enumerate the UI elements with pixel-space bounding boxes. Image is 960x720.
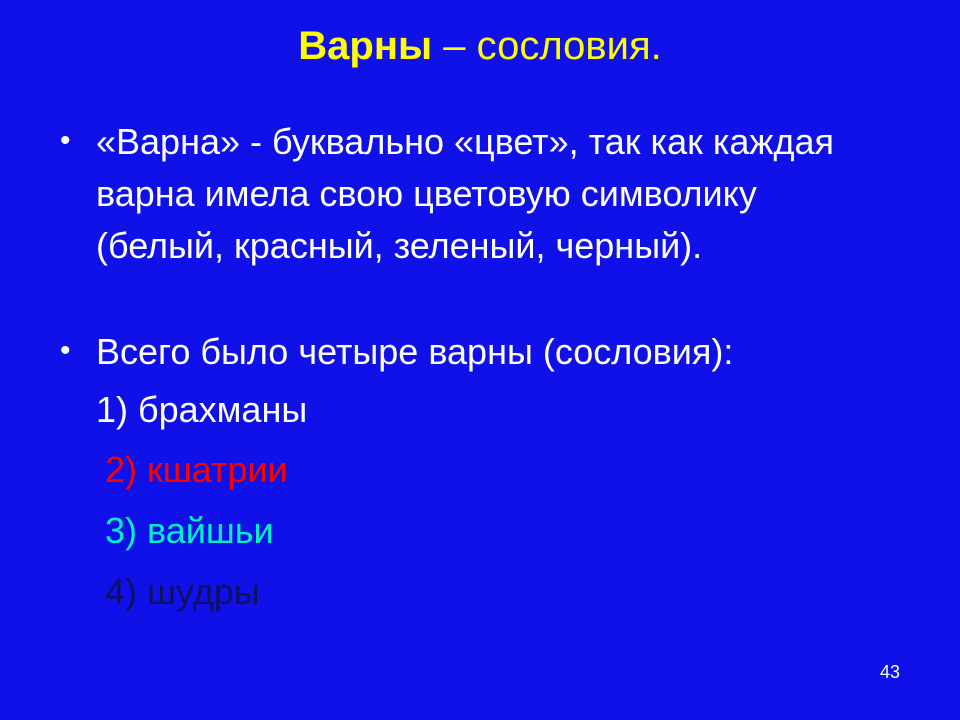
bullet-text: Всего было четыре варны (сословия): [96,331,734,372]
bullet-icon: • [60,124,71,157]
bullet-icon: • [60,334,71,367]
varna-vaishyas: 3) вайшьи [105,510,274,551]
slide-title [0,18,960,74]
varna-brahmins: 1) брахманы [96,389,308,430]
slide-title-rest: – сословия. [432,24,662,68]
varna-shudras: 4) шудры [105,571,260,612]
varna-kshatriyas: 2) кшатрии [105,449,288,490]
bullet-text: «Варна» - буквально «цвет», так как каждая варна имела свою цветовую символику (белый, красный, зеленый, черный). [96,121,835,266]
page-number: 43 [879,662,901,682]
slide-title-bold: Варны [298,24,433,68]
